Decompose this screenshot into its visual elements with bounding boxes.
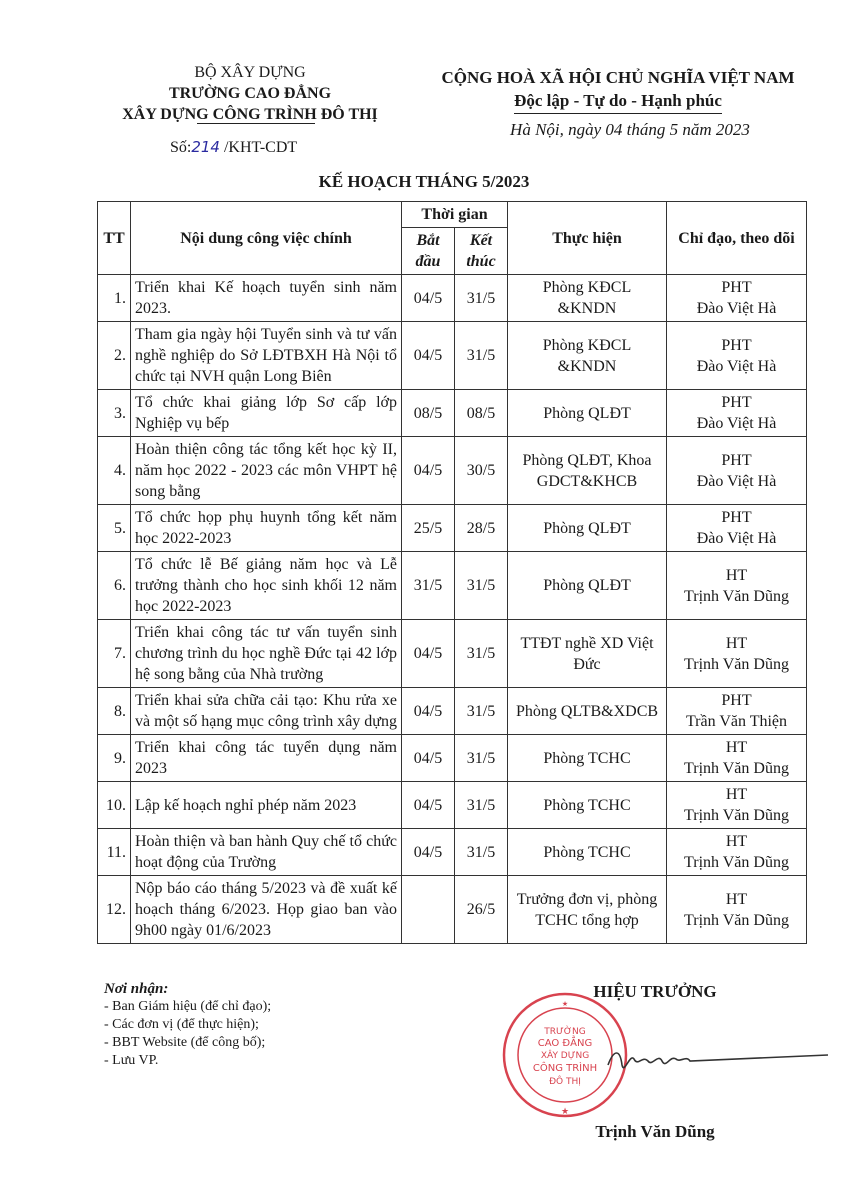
supervisor-name: Đào Việt Hà xyxy=(696,472,777,490)
supervisor-name: Trịnh Văn Dũng xyxy=(684,760,789,777)
issuer-block xyxy=(60,62,440,125)
executor: Phòng KĐCL &KNDN xyxy=(508,322,667,390)
end-date: 31/5 xyxy=(455,735,508,782)
start-date: 04/5 xyxy=(402,782,455,829)
supervisor-name: Trịnh Văn Dũng xyxy=(684,587,789,605)
col-header-lead: Chỉ đạo, theo dõi xyxy=(667,202,807,275)
row-number: 3. xyxy=(98,390,131,437)
row-number: 5. xyxy=(98,505,131,552)
recipient-item: - Các đơn vị (để thực hiện); xyxy=(104,1017,259,1032)
end-date: 08/5 xyxy=(455,390,508,437)
doc-no-suffix: /KHT-CDT xyxy=(223,139,298,156)
table-row xyxy=(98,782,807,829)
table-row xyxy=(98,505,807,552)
supervisor-name: Đào Việt Hà xyxy=(696,300,777,317)
executor: Phòng TCHC xyxy=(508,829,667,876)
executor: Phòng TCHC xyxy=(508,735,667,782)
executor: Phòng TCHC xyxy=(508,782,667,829)
table-row xyxy=(98,390,807,437)
task-content: Hoàn thiện công tác tổng kết học kỳ II, năm học 2022 - 2023 các môn VHPT hệ song bằng xyxy=(131,437,402,505)
supervisor xyxy=(667,782,807,829)
col-header-tt: TT xyxy=(98,202,131,275)
row-number: 8. xyxy=(98,688,131,735)
executor: TTĐT nghề XD Việt Đức xyxy=(508,620,667,688)
recipients-heading: Nơi nhận: xyxy=(104,981,169,997)
table-row xyxy=(98,829,807,876)
end-date: 28/5 xyxy=(455,505,508,552)
executor: Phòng QLĐT, Khoa GDCT&KHCB xyxy=(508,437,667,505)
document-title: KẾ HOẠCH THÁNG 5/2023 xyxy=(318,172,530,191)
start-date: 04/5 xyxy=(402,275,455,322)
end-date: 26/5 xyxy=(455,876,508,944)
start-date: 04/5 xyxy=(402,735,455,782)
supervisor-name: Trần Văn Thiện xyxy=(685,713,788,730)
supervisor xyxy=(667,552,807,620)
table-row xyxy=(98,322,807,390)
table-row xyxy=(98,876,807,944)
plan-table-body xyxy=(98,275,807,944)
task-content: Hoàn thiện và ban hành Quy chế tổ chức hoạt động của Trường xyxy=(131,829,402,876)
supervisor xyxy=(667,735,807,782)
doc-no-prefix: Số: xyxy=(170,139,192,156)
stamp-text-line: XÂY DỰNG xyxy=(540,1051,590,1061)
supervisor xyxy=(667,876,807,944)
supervisor-role: PHT xyxy=(721,451,752,469)
task-content: Lập kế hoạch nghỉ phép năm 2023 xyxy=(131,782,402,829)
supervisor-name: Trịnh Văn Dũng xyxy=(684,655,789,673)
table-row xyxy=(98,688,807,735)
supervisor xyxy=(667,505,807,552)
supervisor-role: HT xyxy=(725,739,748,756)
task-content: Tổ chức khai giảng lớp Sơ cấp lớp Nghiệp vụ bếp xyxy=(131,390,402,437)
table-row xyxy=(98,620,807,688)
task-content: Triển khai sửa chữa cải tạo: Khu rửa xe và một số hạng mục công trình xây dựng xyxy=(131,688,402,735)
table-row xyxy=(98,735,807,782)
executor: Phòng QLĐT xyxy=(508,552,667,620)
start-date: 04/5 xyxy=(402,688,455,735)
country-name: CỘNG HOÀ XÃ HỘI CHỦ NGHĨA VIỆT NAM xyxy=(441,68,795,87)
signer-title: HIỆU TRƯỞNG xyxy=(593,982,717,1001)
supervisor-name: Trịnh Văn Dũng xyxy=(684,807,789,824)
row-number: 12. xyxy=(98,876,131,944)
col-header-time: Thời gian xyxy=(402,202,508,228)
end-date: 31/5 xyxy=(455,322,508,390)
task-content: Tổ chức lễ Bế giảng năm học và Lễ trưởng thành cho học sinh khối 12 năm học 2022-2023 xyxy=(131,552,402,620)
recipient-item: - BBT Website (để công bố); xyxy=(104,1035,266,1050)
executor: Phòng QLTB&XDCB xyxy=(508,688,667,735)
task-content: Triển khai công tác tuyển dụng năm 2023 xyxy=(131,735,402,782)
col-header-end: Kết thúc xyxy=(455,228,508,275)
supervisor-role: PHT xyxy=(721,336,752,354)
plan-table xyxy=(97,201,807,944)
task-content: Tổ chức họp phụ huynh tổng kết năm học 2022-2023 xyxy=(131,505,402,552)
national-motto: Độc lập - Tự do - Hạnh phúc xyxy=(514,89,722,114)
signer-name: Trịnh Văn Dũng xyxy=(595,1122,715,1141)
supervisor-role: PHT xyxy=(721,509,752,526)
end-date: 31/5 xyxy=(455,552,508,620)
row-number: 6. xyxy=(98,552,131,620)
recipients-block xyxy=(104,980,271,1070)
supervisor-name: Đào Việt Hà xyxy=(696,357,777,375)
start-date: 04/5 xyxy=(402,322,455,390)
end-date: 31/5 xyxy=(455,782,508,829)
end-date: 30/5 xyxy=(455,437,508,505)
supervisor-role: HT xyxy=(725,833,748,850)
row-number: 10. xyxy=(98,782,131,829)
ministry-name: BỘ XÂY DỰNG xyxy=(194,64,306,81)
executor: Trưởng đơn vị, phòng TCHC tổng hợp xyxy=(508,876,667,944)
start-date xyxy=(402,876,455,944)
supervisor xyxy=(667,322,807,390)
supervisor-role: PHT xyxy=(721,279,752,296)
end-date: 31/5 xyxy=(455,688,508,735)
supervisor-role: HT xyxy=(725,890,748,908)
stamp-text-line: CAO ĐẲNG xyxy=(537,1038,593,1049)
supervisor-name: Đào Việt Hà xyxy=(696,530,777,547)
stamp-text-line: ĐÔ THỊ xyxy=(549,1077,581,1087)
col-header-content: Nội dung công việc chính xyxy=(131,202,402,275)
doc-no-handwritten: 214 xyxy=(191,138,220,156)
issue-date: Hà Nội, ngày 04 tháng 5 năm 2023 xyxy=(510,120,750,139)
start-date: 04/5 xyxy=(402,620,455,688)
document-number xyxy=(170,138,297,157)
end-date: 31/5 xyxy=(455,829,508,876)
stamp-text-line: TRƯỜNG xyxy=(544,1027,586,1037)
task-content: Triển khai công tác tư vấn tuyển sinh chương trình du học nghề Đức tại 42 lớp hệ song bằng của Nhà trường xyxy=(131,620,402,688)
supervisor xyxy=(667,829,807,876)
svg-text:★: ★ xyxy=(560,1107,570,1117)
row-number: 1. xyxy=(98,275,131,322)
row-number: 11. xyxy=(98,829,131,876)
row-number: 7. xyxy=(98,620,131,688)
col-header-start: Bắt đầu xyxy=(402,228,455,275)
row-number: 4. xyxy=(98,437,131,505)
supervisor-role: PHT xyxy=(721,692,752,709)
start-date: 04/5 xyxy=(402,437,455,505)
school-name-line2: XÂY DỰNG CÔNG TRÌNH ĐÔ THỊ xyxy=(122,106,378,123)
end-date: 31/5 xyxy=(455,275,508,322)
table-row xyxy=(98,275,807,322)
supervisor-name: Trịnh Văn Dũng xyxy=(684,854,789,871)
task-content: Nộp báo cáo tháng 5/2023 và đề xuất kế hoạch tháng 6/2023. Họp giao ban vào 9h00 ngày 01/6/2023 xyxy=(131,876,402,944)
supervisor xyxy=(667,390,807,437)
issuer-underline xyxy=(197,123,315,124)
start-date: 08/5 xyxy=(402,390,455,437)
table-row xyxy=(98,437,807,505)
handwritten-signature xyxy=(600,1035,830,1085)
supervisor-role: PHT xyxy=(721,394,752,411)
executor: Phòng QLĐT xyxy=(508,390,667,437)
supervisor-name: Đào Việt Hà xyxy=(696,415,777,432)
national-header xyxy=(418,66,818,114)
supervisor-role: HT xyxy=(725,786,748,803)
start-date: 04/5 xyxy=(402,829,455,876)
recipient-item: - Lưu VP. xyxy=(104,1053,159,1068)
supervisor xyxy=(667,275,807,322)
supervisor-name: Trịnh Văn Dũng xyxy=(684,911,789,929)
school-name-line1: TRƯỜNG CAO ĐẲNG xyxy=(168,85,332,102)
stamp-text-line: CÔNG TRÌNH xyxy=(532,1063,598,1074)
task-content: Triển khai Kế hoạch tuyển sinh năm 2023. xyxy=(131,275,402,322)
recipient-item: - Ban Giám hiệu (để chỉ đạo); xyxy=(104,999,272,1014)
supervisor-role: HT xyxy=(725,566,748,584)
supervisor xyxy=(667,620,807,688)
row-number: 9. xyxy=(98,735,131,782)
executor: Phòng QLĐT xyxy=(508,505,667,552)
supervisor xyxy=(667,437,807,505)
supervisor xyxy=(667,688,807,735)
start-date: 25/5 xyxy=(402,505,455,552)
col-header-exec: Thực hiện xyxy=(508,202,667,275)
table-row xyxy=(98,552,807,620)
task-content: Tham gia ngày hội Tuyển sinh và tư vấn nghề nghiệp do Sở LĐTBXH Hà Nội tổ chức tại NVH quận Long Biên xyxy=(131,322,402,390)
supervisor-role: HT xyxy=(725,634,748,652)
end-date: 31/5 xyxy=(455,620,508,688)
executor: Phòng KĐCL &KNDN xyxy=(508,275,667,322)
start-date: 31/5 xyxy=(402,552,455,620)
row-number: 2. xyxy=(98,322,131,390)
svg-text:★: ★ xyxy=(561,1000,569,1008)
